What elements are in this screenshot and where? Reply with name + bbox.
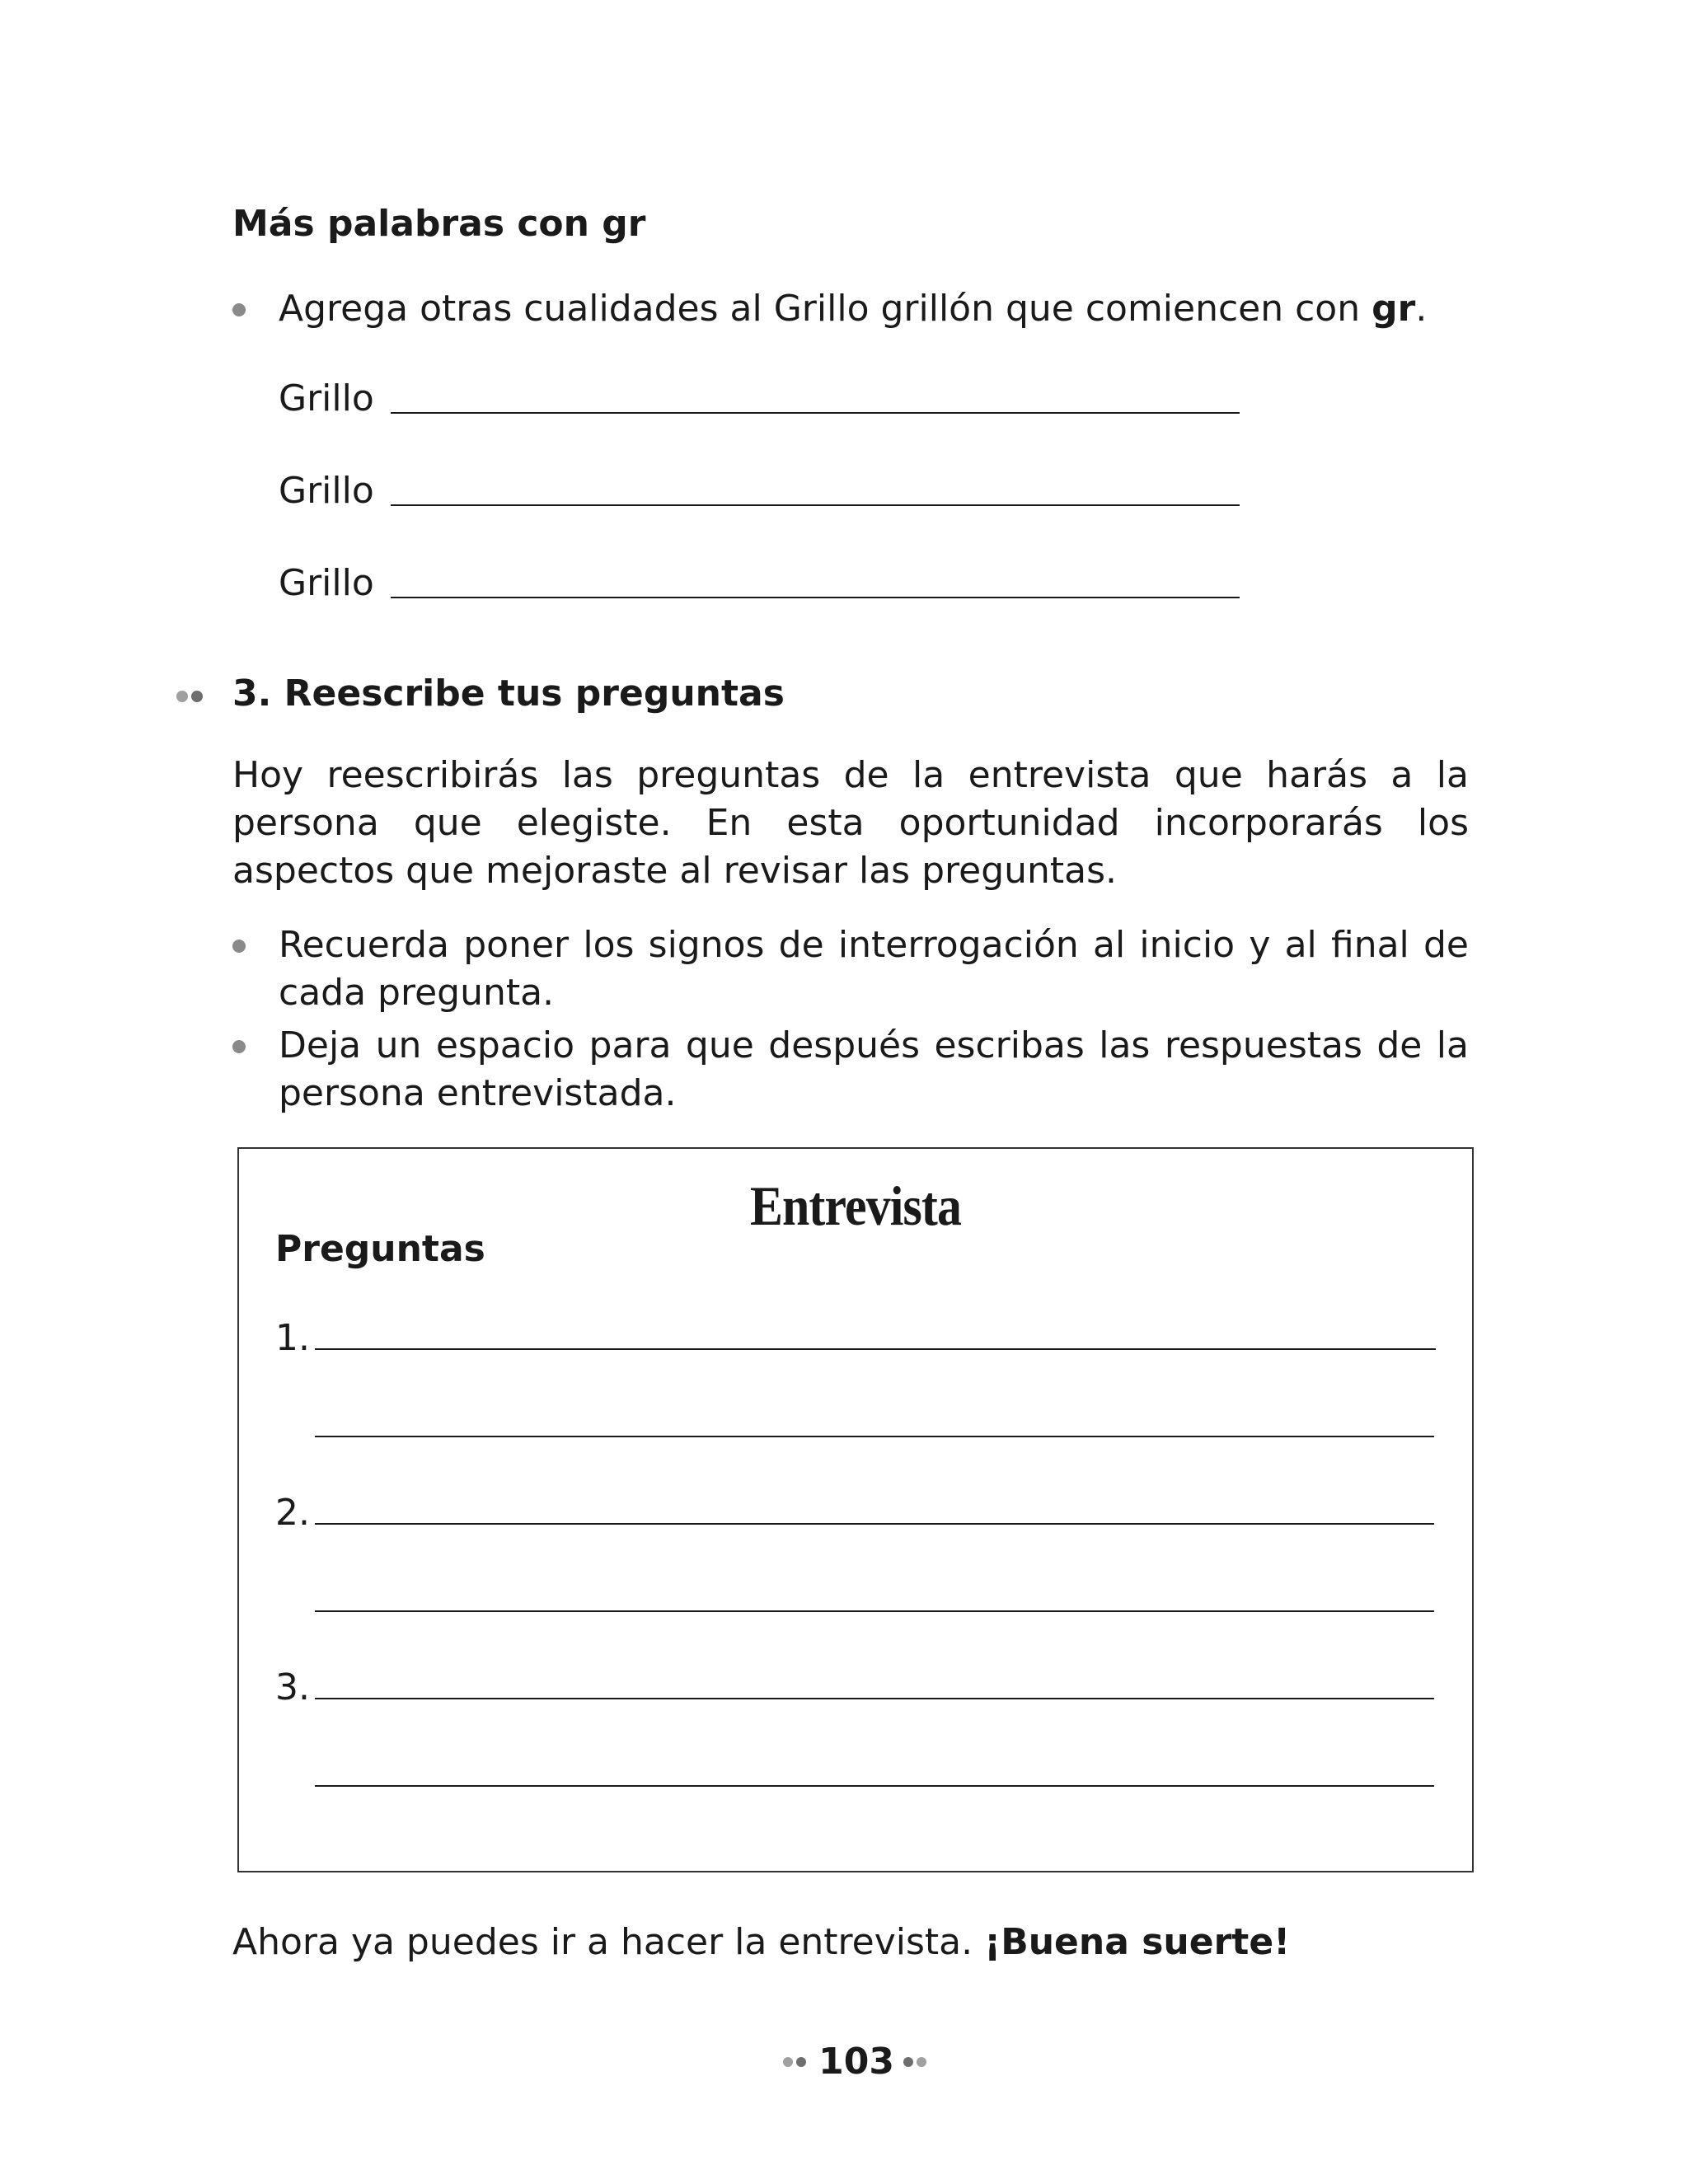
closing-text [232,1919,1290,1966]
bullet-text: Recuerda poner los signos de interrogación al inicio y al final de cada pregunta. [279,924,1469,1014]
section-paragraph: Hoy reescribirás las preguntas de la entrevista que harás a la persona que elegiste. En esta oportunidad incorporarás los aspectos que mejoraste al revisar las preguntas. [232,754,1469,892]
fill-line[interactable] [391,412,1240,414]
instruction-suffix: . [1415,288,1428,330]
answer-line[interactable] [315,1610,1434,1612]
question-line[interactable] [315,1698,1434,1699]
closing-bold: ¡Buena suerte! [984,1921,1291,1963]
fill-line[interactable] [391,504,1240,506]
page-dot [796,2057,806,2067]
fill-label-grillo: Grillo [279,562,374,604]
question-number: 3. [275,1666,310,1708]
page-number-block [783,2041,930,2083]
answer-line[interactable] [315,1436,1434,1437]
section-marker-dots [176,687,206,703]
bullet-dot [232,303,246,316]
question-line[interactable] [315,1348,1436,1350]
bullet-dot [232,1040,246,1053]
page-dot [917,2057,926,2067]
question-line[interactable] [315,1523,1434,1525]
page-dot [783,2057,793,2067]
bullet-text: Deja un espacio para que después escribas las respuestas de la persona entrevistada. [279,1024,1469,1114]
instruction-prefix: Agrega otras cualidades al Grillo grillón que comiencen con [279,288,1372,330]
questions-subtitle: Preguntas [275,1228,485,1270]
marker-dot [176,691,188,702]
marker-dot [191,691,203,702]
closing-plain: Ahora ya puedes ir a hacer la entrevista. [232,1921,985,1963]
interview-title: Entrevista [749,1174,962,1237]
question-number: 1. [275,1317,310,1359]
page-number: 103 [818,2041,894,2083]
instruction-bold: gr [1372,288,1416,330]
fill-label-grillo: Grillo [279,377,374,419]
answer-line[interactable] [315,1785,1434,1787]
page-dot [903,2057,913,2067]
bullet-dot [232,940,246,953]
section-heading-more-words: Más palabras con gr [232,203,646,245]
fill-line[interactable] [391,597,1240,598]
instruction-text [279,285,1427,333]
fill-label-grillo: Grillo [279,470,374,512]
section-heading-rewrite: 3. Reescribe tus preguntas [232,673,785,715]
interview-box [237,1147,1474,1872]
question-number: 2. [275,1492,310,1534]
